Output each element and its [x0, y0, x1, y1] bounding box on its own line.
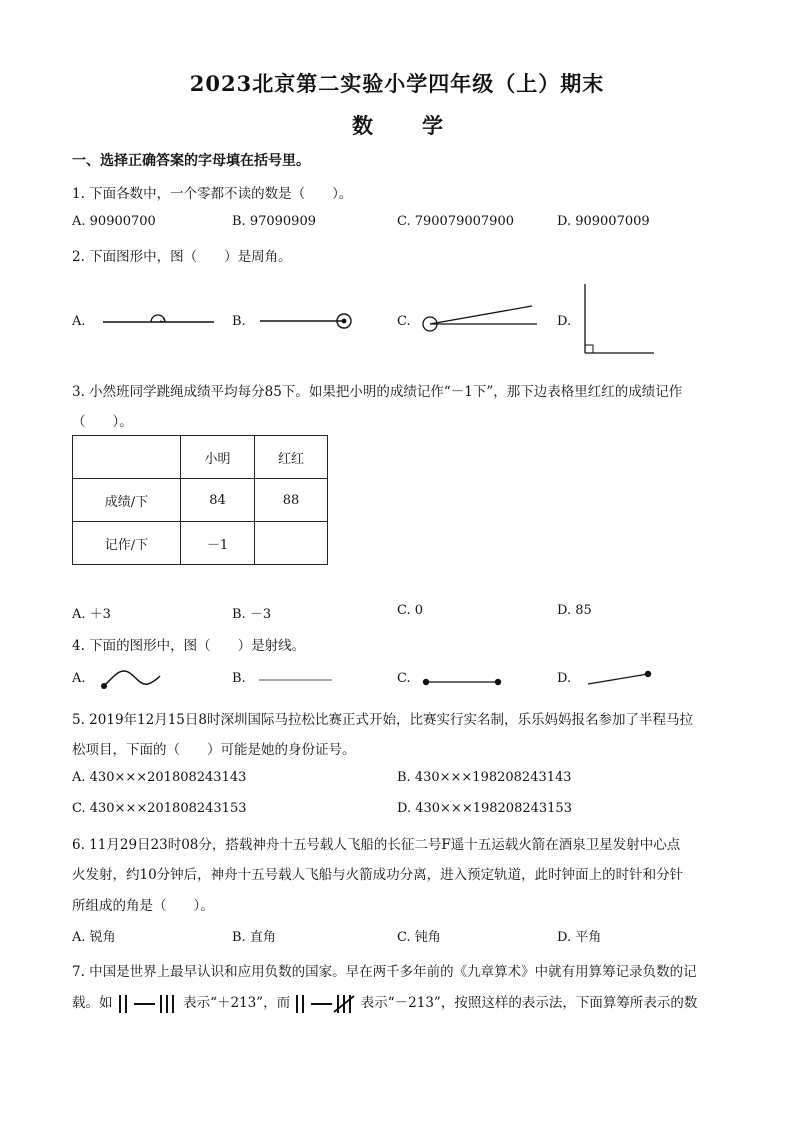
q2-figure-b-angle	[258, 308, 358, 334]
q4-label-b: B.	[232, 671, 246, 686]
q4-figure-c-segment	[420, 676, 504, 688]
q7-seg3: 表示“－213”，按照这样的表示法，下面算筹所表示的数	[360, 995, 698, 1011]
subject-char-2: 学	[422, 113, 443, 138]
table-header-honghong: 红红	[255, 436, 328, 479]
q5-text-line2: 松项目，下面的（ ）可能是她的身份证号。	[72, 742, 356, 758]
q6-option-a: A. 锐角	[72, 930, 116, 945]
table-cell: 记作/下	[73, 522, 181, 565]
q2-label-b: B.	[232, 314, 246, 329]
q6-option-b: B. 直角	[232, 930, 276, 945]
q6-text-line1: 6. 11月29日23时08分，搭载神舟十五号载人飞船的长征二号F遥十五运载火箭在酒泉卫星发射中心点	[72, 837, 681, 853]
q3-text-line2: （ ）。	[72, 414, 133, 430]
q2-label-d: D.	[557, 314, 572, 329]
q4-figure-a-curve	[96, 664, 166, 694]
q1-option-c: C. 790079007900	[397, 214, 514, 229]
q3-option-d: D. 85	[557, 603, 592, 618]
q5-option-c: C. 430×××201808243153	[72, 801, 247, 816]
q3-text-line1: 3. 小然班同学跳绳成绩平均每分85下。如果把小明的成绩记作“－1下”，那下边表格里红红的成绩记作	[72, 384, 683, 400]
q6-option-d: D. 平角	[557, 930, 602, 945]
q3-option-b: B. －3	[232, 607, 272, 622]
table-row	[73, 479, 328, 522]
q2-figure-c-angle	[420, 300, 540, 336]
table-header-xiaoming: 小明	[181, 436, 255, 479]
counting-rods-positive-213	[117, 993, 179, 1015]
q2-text: 2. 下面图形中，图（ ）是周角。	[72, 249, 292, 265]
q4-label-a: A.	[72, 671, 86, 686]
q2-label-c: C.	[397, 314, 411, 329]
subject-char-1: 数	[352, 113, 373, 138]
q4-label-d: D.	[557, 671, 572, 686]
q5-option-a: A. 430×××201808243143	[72, 770, 247, 785]
table-row	[73, 522, 328, 565]
q7-seg2: 表示“＋213”，而	[183, 995, 291, 1011]
q1-text: 1. 下面各数中，一个零都不读的数是（ ）。	[72, 186, 353, 202]
q1-option-d: D. 909007009	[557, 214, 650, 229]
counting-rods-negative-213	[294, 993, 356, 1015]
q2-label-a: A.	[72, 314, 86, 329]
table-header-blank	[73, 436, 181, 479]
q3-option-a: A. ＋3	[72, 607, 111, 622]
table-cell: 成绩/下	[73, 479, 181, 522]
table-cell	[255, 522, 328, 565]
q2-figure-a-angle	[100, 308, 218, 332]
q1-option-a: A. 90900700	[72, 214, 156, 229]
q7-text-line1: 7. 中国是世界上最早认识和应用负数的国家。早在两千多年前的《九章算术》中就有用算筹记录负数的记	[72, 964, 697, 980]
q6-text-line2: 火发射，约10分钟后，神舟十五号载人飞船与火箭成功分离，进入预定轨道，此时钟面上的时针和分针	[72, 867, 684, 883]
q6-text-line3: 所组成的角是（ ）。	[72, 898, 214, 914]
table-row	[73, 436, 328, 479]
q2-figure-d-right-angle	[580, 283, 660, 359]
q1-option-b: B. 97090909	[232, 214, 316, 229]
q4-figure-b-line	[258, 676, 334, 684]
table-cell: 84	[181, 479, 255, 522]
q4-text: 4. 下面的图形中，图（ ）是射线。	[72, 638, 306, 654]
table-cell: －1	[181, 522, 255, 565]
q7-seg1: 载。如	[72, 995, 113, 1011]
q3-option-c: C. 0	[397, 603, 424, 618]
q5-option-b: B. 430×××198208243143	[397, 770, 572, 785]
q4-label-c: C.	[397, 671, 411, 686]
page-title: 2023北京第二实验小学四年级（上）期末	[189, 71, 605, 96]
q4-figure-d-ray	[586, 668, 656, 688]
q6-option-c: C. 钝角	[397, 930, 441, 945]
q5-option-d: D. 430×××198208243153	[397, 801, 572, 816]
score-table	[72, 435, 328, 565]
table-cell: 88	[255, 479, 328, 522]
section-heading: 一、选择正确答案的字母填在括号里。	[72, 153, 310, 169]
q7-text-line2	[72, 991, 697, 1015]
q5-text-line1: 5. 2019年12月15日8时深圳国际马拉松比赛正式开始，比赛实行实名制，乐乐妈妈报名参加了半程马拉	[72, 712, 693, 728]
